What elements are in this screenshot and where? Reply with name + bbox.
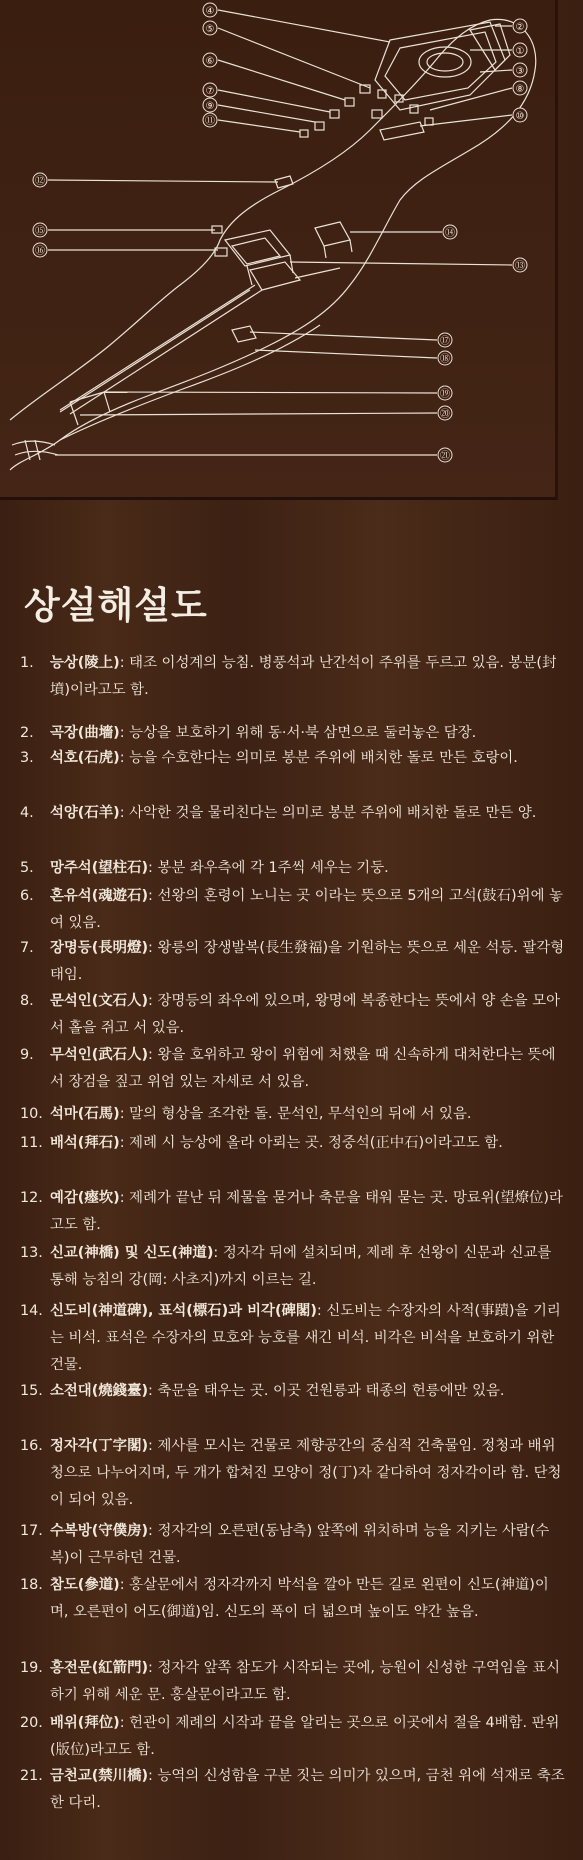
item-description: : 정자각의 오른편(동남측) 앞쪽에 위치하며 능을 지키는 사람(수복)이 근무하던 건물. (50, 1523, 550, 1566)
item-body (20, 1101, 565, 1128)
item-number: 9. (20, 1047, 34, 1063)
item-description: : 능역의 신성함을 구분 짓는 의미가 있으며, 금천 위에 석재로 축조한 다리. (50, 1768, 565, 1811)
marker-number: ③ (515, 66, 525, 77)
item-description: : 능을 수호한다는 의미로 봉분 주위에 배치한 돌로 만든 호랑이. (119, 750, 518, 766)
leader-line (430, 88, 512, 110)
leader-line (218, 105, 315, 122)
item-body (20, 1185, 565, 1239)
marker-number: ⑳ (440, 409, 450, 420)
item-body (20, 720, 565, 747)
legend-item (20, 1378, 565, 1405)
item-description: : 제례가 끝난 뒤 제물을 묻거나 축문을 태워 묻는 곳. 망료위(望燎位)라고도 함. (50, 1190, 563, 1233)
item-description: : 신도비는 수장자의 사적(事蹟)을 기리는 비석. 표석은 수장자의 묘호와 능호를 새긴 비석. 비각은 비석을 보호하기 위한 건물. (50, 1303, 561, 1373)
item-number: 8. (20, 993, 34, 1009)
legend-item (20, 855, 565, 882)
item-body (20, 988, 565, 1042)
marker-number: ⑫ (35, 176, 45, 187)
item-number: 18. (20, 1577, 43, 1593)
item-body (20, 745, 565, 772)
item-term: 배석(拜石) (50, 1135, 120, 1151)
item-term: 곡장(曲墻) (50, 725, 120, 741)
item-description: : 왕릉의 장생발복(長生發福)을 기원하는 뜻으로 세운 석등. 팔각형태임. (50, 940, 565, 983)
item-number: 2. (20, 725, 34, 741)
leader-line (48, 180, 278, 182)
item-description: : 정자각 앞쪽 참도가 시작되는 곳에, 능원이 신성한 구역임을 표시하기 위해 세운 문. 홍살문이라고도 함. (50, 1660, 561, 1703)
item-description: : 능상을 보호하기 위해 동·서·북 삼면으로 둘러놓은 담장. (119, 725, 477, 741)
item-term: 석마(石馬) (50, 1106, 120, 1122)
legend-item (20, 1101, 565, 1128)
legend-item (20, 1185, 565, 1239)
legend-item (20, 1572, 565, 1626)
legend-item (20, 1130, 565, 1157)
item-description: : 봉분 좌우측에 각 1주씩 세우는 기둥. (148, 860, 389, 876)
item-term: 무석인(武石人) (50, 1047, 149, 1063)
item-term: 소전대(燒錢臺) (50, 1383, 149, 1399)
hill-inner (60, 325, 320, 440)
item-number: 6. (20, 888, 34, 904)
item-number: 5. (20, 860, 34, 876)
item-number: 1. (20, 655, 34, 671)
leader-line (80, 413, 437, 415)
bigak (315, 222, 352, 258)
item-body (20, 1378, 565, 1405)
item-body (20, 1655, 565, 1709)
diagram-panel (0, 0, 558, 500)
item-description: : 헌관이 제례의 시작과 끝을 알리는 곳으로 이곳에서 절을 4배함. 판위(版位)라고도 함. (50, 1715, 560, 1758)
leader-line (218, 120, 300, 132)
item-term: 석호(石虎) (50, 750, 120, 766)
statues (300, 85, 433, 137)
item-term: 능상(陵上) (50, 655, 120, 671)
item-term: 문석인(文石人) (50, 993, 149, 1009)
marker-number: ⑰ (440, 336, 450, 347)
item-term: 혼유석(魂遊石) (50, 888, 149, 904)
item-number: 13. (20, 1245, 43, 1261)
number-markers (33, 3, 527, 462)
item-term: 장명등(長明燈) (50, 940, 149, 956)
item-description: : 정자각 뒤에 설치되며, 제례 후 선왕이 신문과 신교를 통해 능침의 강(岡: 사초지)까지 이르는 길. (50, 1245, 552, 1288)
item-description: : 장명등의 좌우에 있으며, 왕명에 복종한다는 뜻에서 양 손을 모아서 홀을 쥐고 서 있음. (50, 993, 561, 1036)
item-number: 15. (20, 1383, 43, 1399)
marker-number: ⑦ (205, 86, 215, 97)
item-term: 홍전문(紅箭門) (50, 1660, 149, 1676)
item-description: : 홍살문에서 정자각까지 박석을 깔아 만든 길로 왼편이 신도(神道)이며, 오른편이 어도(御道)임. 신도의 폭이 더 넓으며 높이도 약간 높음. (50, 1577, 549, 1620)
marker-number: ⑭ (445, 228, 455, 239)
item-body (20, 1298, 565, 1379)
leader-line (255, 350, 437, 358)
item-number: 21. (20, 1768, 43, 1784)
marker-number: ② (515, 22, 525, 33)
item-number: 12. (20, 1190, 43, 1206)
item-number: 20. (20, 1715, 43, 1731)
item-body (20, 800, 565, 827)
legend-item (20, 1655, 565, 1709)
marker-number: ⑲ (440, 389, 450, 400)
legend-item (20, 883, 565, 937)
marker-number: ⑬ (515, 261, 525, 272)
item-description: : 선왕의 혼령이 노니는 곳 이라는 뜻으로 5개의 고석(鼓石)위에 놓여 있음. (50, 888, 563, 931)
item-term: 망주석(望柱石) (50, 860, 149, 876)
legend-item (20, 988, 565, 1042)
item-term: 예감(瘞坎) (50, 1190, 120, 1206)
marker-number: ⑤ (205, 24, 215, 35)
item-body (20, 1130, 565, 1157)
subokbang (232, 326, 256, 342)
legend-item (20, 1240, 565, 1294)
item-body (20, 883, 565, 937)
item-body (20, 855, 565, 882)
item-number: 7. (20, 940, 34, 956)
item-description: : 축문을 태우는 곳. 이곳 건원릉과 태종의 헌릉에만 있음. (148, 1383, 505, 1399)
legend-item (20, 1710, 565, 1764)
item-description: : 태조 이성계의 능침. 병풍석과 난간석이 주위를 두르고 있음. 봉분(封墳)이라고도 함. (50, 655, 557, 698)
item-body (20, 935, 565, 989)
item-body (20, 1042, 565, 1096)
legend-item (20, 745, 565, 772)
item-number: 14. (20, 1303, 43, 1319)
marker-number: ⑩ (515, 111, 525, 122)
marker-number: ⑱ (440, 354, 450, 365)
leader-line (104, 392, 437, 393)
legend-item (20, 1042, 565, 1096)
item-term: 참도(參道) (50, 1577, 120, 1593)
item-body (20, 1763, 565, 1817)
legend-item (20, 935, 565, 989)
legend-item (20, 1298, 565, 1379)
item-body (20, 1518, 565, 1572)
item-number: 17. (20, 1523, 43, 1539)
item-body (20, 1240, 565, 1294)
item-number: 11. (20, 1135, 43, 1151)
item-number: 3. (20, 750, 34, 766)
leader-line (218, 90, 330, 112)
item-number: 16. (20, 1438, 43, 1454)
item-number: 4. (20, 805, 34, 821)
board-title: 상설해설도 (24, 584, 208, 627)
item-body (20, 1710, 565, 1764)
marker-number: ⑪ (205, 116, 215, 127)
marker-number: ⑧ (515, 84, 525, 95)
leader-line (420, 115, 512, 126)
item-number: 19. (20, 1660, 43, 1676)
item-term: 신도비(神道碑), 표석(標石)과 비각(碑閣) (50, 1303, 317, 1319)
item-description: : 제례 시 능상에 올라 아뢰는 곳. 정중석(正中石)이라고도 함. (119, 1135, 503, 1151)
legend-item (20, 720, 565, 747)
item-description: : 말의 형상을 조각한 돌. 문석인, 무석인의 뒤에 서 있음. (119, 1106, 472, 1122)
marker-number: ⑯ (35, 246, 45, 257)
item-term: 배위(拜位) (50, 1715, 120, 1731)
leader-line (250, 332, 437, 340)
legend-item (20, 1518, 565, 1572)
marker-number: ㉑ (440, 451, 450, 462)
marker-number: ① (515, 46, 525, 57)
item-description: : 왕을 호위하고 왕이 위험에 처했을 때 신속하게 대처한다는 뜻에서 장검을 짚고 위엄 있는 자세로 서 있음. (50, 1047, 556, 1090)
marker-number: ⑮ (35, 226, 45, 237)
item-term: 수복방(守僕房) (50, 1523, 149, 1539)
item-term: 석양(石羊) (50, 805, 120, 821)
legend-item (20, 1433, 565, 1514)
legend-item (20, 1763, 565, 1817)
leader-line (218, 10, 390, 42)
leader-line (218, 28, 370, 88)
layout-diagram (0, 0, 555, 497)
legend-item (20, 650, 565, 704)
item-body (20, 1572, 565, 1626)
item-body (20, 1433, 565, 1514)
leader-line (480, 70, 512, 72)
marker-number: ④ (205, 6, 215, 17)
item-description: : 제사를 모시는 건물로 제향공간의 중심적 건축물임. 정청과 배위청으로 나누어지며, 두 개가 합쳐진 모양이 정(丁)자 같다하여 정자각이라 함. 단청이 되어 있음. (50, 1438, 562, 1508)
geumcheongyo-bridge (12, 440, 58, 460)
item-number: 10. (20, 1106, 43, 1122)
jeongjagak-pavilion (225, 230, 300, 290)
item-term: 금천교(禁川橋) (50, 1768, 149, 1784)
marker-number: ⑥ (205, 56, 215, 67)
legend-item (20, 800, 565, 827)
item-body (20, 650, 565, 704)
marker-number: ⑨ (205, 101, 215, 112)
item-term: 신교(神橋) 및 신도(神道) (50, 1245, 214, 1261)
item-term: 정자각(丁字閣) (50, 1438, 149, 1454)
leader-line (290, 262, 512, 265)
item-description: : 사악한 것을 물리친다는 의미로 봉분 주위에 배치한 돌로 만든 양. (119, 805, 537, 821)
